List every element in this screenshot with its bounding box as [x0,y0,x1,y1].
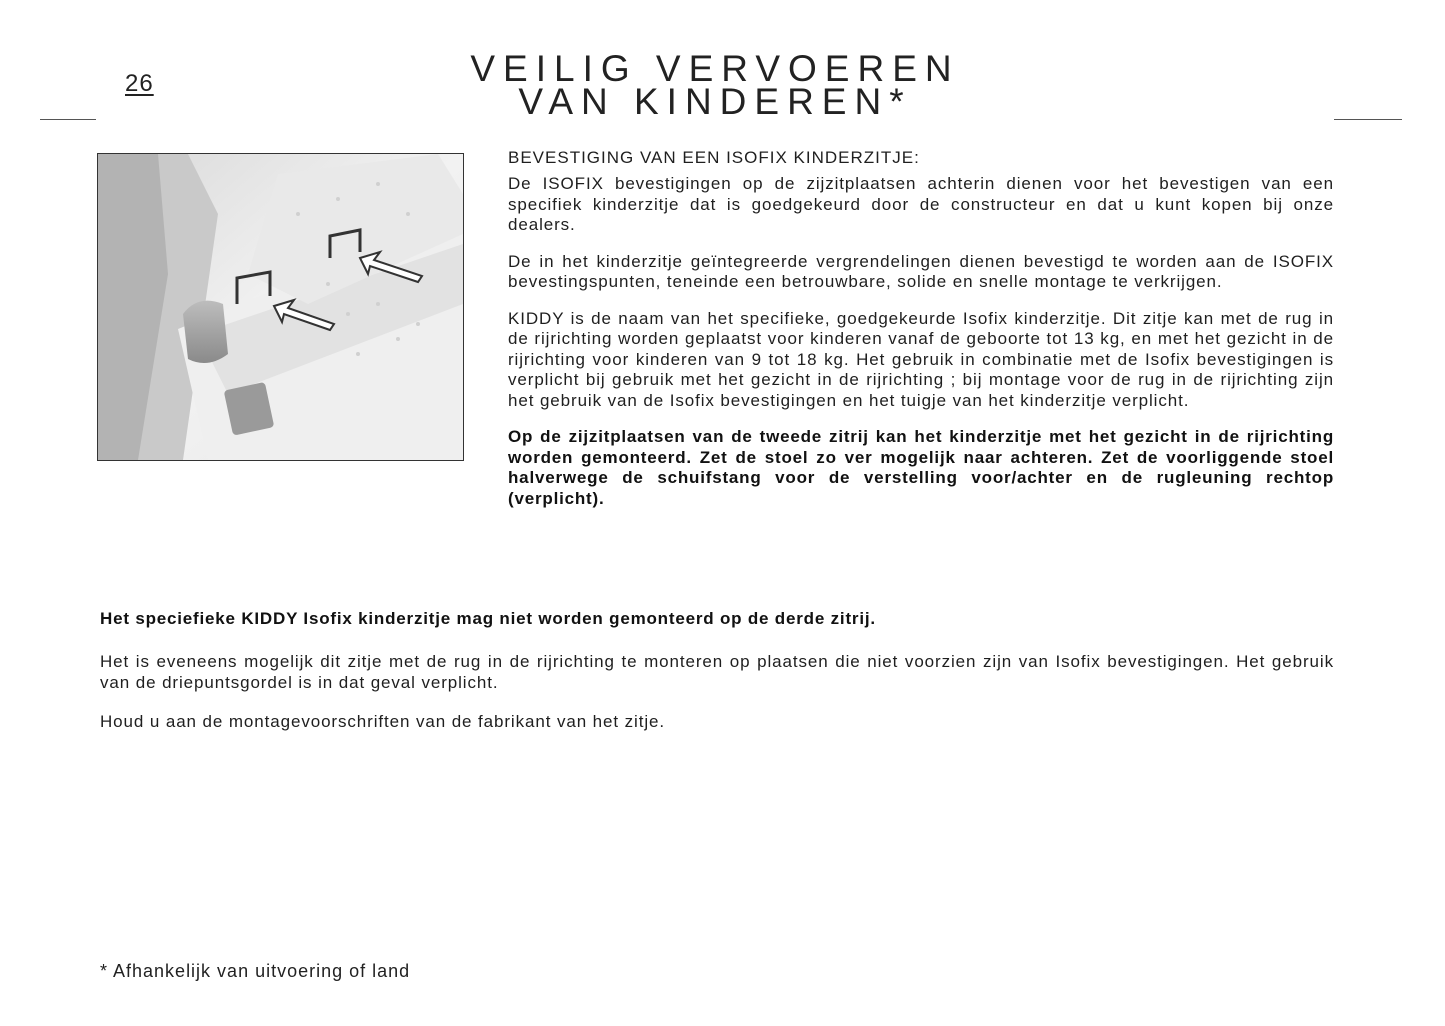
third-row-warning: Het speciefieke KIDDY Isofix kinderzitje mag niet worden gemonteerd op de derde zitrij. [100,609,876,628]
section-heading: BEVESTIGING VAN EEN ISOFIX KINDERZITJE: [508,148,920,167]
paragraph-locking: De in het kinderzitje geïntegreerde vergrendelingen dienen bevestigd te worden aan de ISOFIX bevestingspunten, teneinde een betrouwbare, solide en snelle montage te verkrijgen. [508,251,1334,291]
paragraph-manufacturer-instructions: Houd u aan de montagevoorschriften van de fabrikant van het zitje. [100,712,665,731]
paragraph-isofix-intro: De ISOFIX bevestigingen op de zijzitplaatsen achterin dienen voor het bevestigen van een specifiek kinderzitje dat is goedgekeurd door de constructeur en dat u kunt kopen bij onze dealers. [508,174,1334,234]
spacer [508,411,1334,427]
header-rule-right [1334,119,1402,120]
page-title-line-2: VAN KINDEREN* [518,81,912,122]
page-title [390,48,1040,122]
header-rule-left [40,119,96,120]
page-title-line-1: VEILIG VERVOEREN [470,48,960,89]
isofix-seat-illustration [98,154,463,460]
page-number: 26 [125,70,154,97]
footnote: * Afhankelijk van uitvoering of land [100,961,411,981]
paragraph-rear-facing: Het is eveneens mogelijk dit zitje met de rug in de rijrichting te monteren op plaatsen die niet voorzien zijn van Isofix bevestigingen. Het gebruik van de driepuntsgordel is in dat geval verplicht. [100,652,1334,692]
spacer [508,293,1334,309]
isofix-section [508,146,1334,509]
isofix-seat-photo [97,153,464,461]
spacer [508,236,1334,252]
paragraph-kiddy: KIDDY is de naam van het specifieke, goedgekeurde Isofix kinderzitje. Dit zitje kan met de rug in de rijrichting worden geplaatst voor kinderen vanaf de geboorte tot 13 kg, en met het gezicht in de rijrichting voor kinderen van 9 tot 18 kg. Het gebruik in combinatie met de Isofix bevestigingen is verplicht bij gebruik met het gezicht in de rijrichting ; bij montage voor de rug in de rijrichting zijn het gebruik van de Isofix bevestigingen en het tuigje van het kinderzitje verplicht. [508,308,1334,410]
paragraph-second-row-warning: Op de zijzitplaatsen van de tweede zitrij kan het kinderzitje met het gezicht in de rijrichting worden gemonteerd. Zet de stoel zo ver mogelijk naar achteren. Zet de voorliggende stoel halverwege de schuifstang voor de verstelling voor/achter en de rugleuning rechtop (verplicht). [508,427,1334,508]
